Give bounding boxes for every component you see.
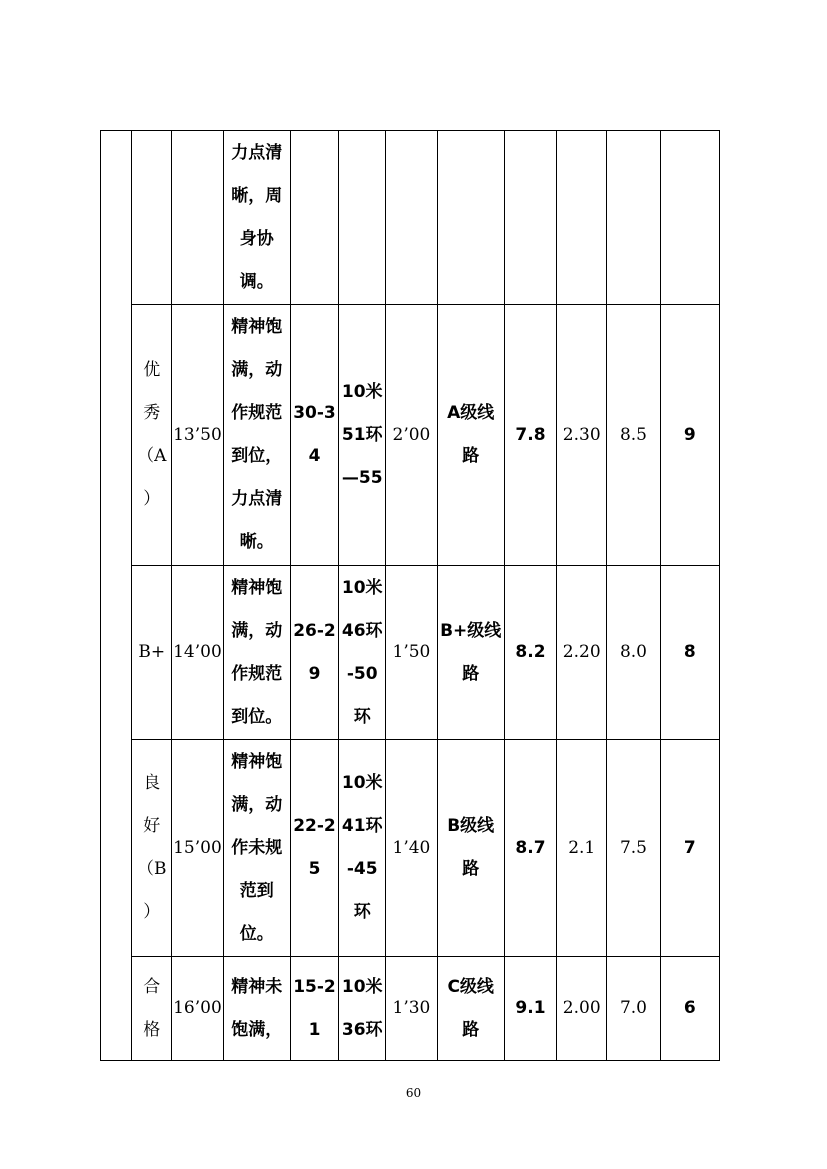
table-row bbox=[101, 566, 720, 740]
value3-cell: 8.5 bbox=[607, 305, 660, 566]
table-row bbox=[101, 305, 720, 566]
description-cell: 精神未 饱满， bbox=[223, 957, 290, 1061]
route-cell: B+级线 路 bbox=[437, 566, 504, 740]
value3-cell: 8.0 bbox=[607, 566, 660, 740]
ring-cell: 10米 41环 -45 环 bbox=[339, 740, 386, 957]
description-cell: 力点清 晰，周 身协 调。 bbox=[223, 131, 290, 305]
count-cell: 15-2 1 bbox=[290, 957, 338, 1061]
value1-cell bbox=[504, 131, 556, 305]
time2-cell: 1’50 bbox=[386, 566, 437, 740]
time2-cell: 2’00 bbox=[386, 305, 437, 566]
route-cell: A级线 路 bbox=[437, 305, 504, 566]
table-row bbox=[101, 740, 720, 957]
ring-cell: 10米 51环 —55 bbox=[339, 305, 386, 566]
grade-cell: 优 秀 （A ） bbox=[132, 305, 172, 566]
value1-cell: 8.2 bbox=[504, 566, 556, 740]
grade-cell bbox=[132, 131, 172, 305]
time-cell: 13’50 bbox=[172, 305, 223, 566]
value2-cell: 2.1 bbox=[557, 740, 607, 957]
time-cell: 14’00 bbox=[172, 566, 223, 740]
side-column bbox=[101, 131, 132, 1061]
time-cell: 15’00 bbox=[172, 740, 223, 957]
description-cell: 精神饱 满，动 作规范 到位。 bbox=[223, 566, 290, 740]
ring-cell: 10米 46环 -50 环 bbox=[339, 566, 386, 740]
grade-cell: 良 好 （B ） bbox=[132, 740, 172, 957]
value4-cell: 6 bbox=[660, 957, 719, 1061]
route-cell bbox=[437, 131, 504, 305]
count-cell: 26-2 9 bbox=[290, 566, 338, 740]
time2-cell: 1’40 bbox=[386, 740, 437, 957]
count-cell: 30-3 4 bbox=[290, 305, 338, 566]
grade-cell: 合 格 bbox=[132, 957, 172, 1061]
value3-cell bbox=[607, 131, 660, 305]
count-cell: 22-2 5 bbox=[290, 740, 338, 957]
time-cell bbox=[172, 131, 223, 305]
route-cell: C级线 路 bbox=[437, 957, 504, 1061]
description-cell: 精神饱 满，动 作规范 到位， 力点清 晰。 bbox=[223, 305, 290, 566]
grade-cell: B+ bbox=[132, 566, 172, 740]
value4-cell: 8 bbox=[660, 566, 719, 740]
value1-cell: 8.7 bbox=[504, 740, 556, 957]
ring-cell bbox=[339, 131, 386, 305]
value2-cell: 2.00 bbox=[557, 957, 607, 1061]
value2-cell bbox=[557, 131, 607, 305]
value4-cell bbox=[660, 131, 719, 305]
value3-cell: 7.5 bbox=[607, 740, 660, 957]
description-cell: 精神饱 满，动 作未规 范到 位。 bbox=[223, 740, 290, 957]
value1-cell: 7.8 bbox=[504, 305, 556, 566]
value1-cell: 9.1 bbox=[504, 957, 556, 1061]
value3-cell: 7.0 bbox=[607, 957, 660, 1061]
value4-cell: 7 bbox=[660, 740, 719, 957]
ring-cell: 10米 36环 bbox=[339, 957, 386, 1061]
value2-cell: 2.20 bbox=[557, 566, 607, 740]
route-cell: B级线 路 bbox=[437, 740, 504, 957]
page-number: 60 bbox=[405, 1086, 422, 1100]
value4-cell: 9 bbox=[660, 305, 719, 566]
table-row bbox=[101, 131, 720, 305]
time-cell: 16’00 bbox=[172, 957, 223, 1061]
value2-cell: 2.30 bbox=[557, 305, 607, 566]
time2-cell bbox=[386, 131, 437, 305]
table-row bbox=[101, 957, 720, 1061]
time2-cell: 1’30 bbox=[386, 957, 437, 1061]
count-cell bbox=[290, 131, 338, 305]
grading-table bbox=[100, 130, 720, 1061]
